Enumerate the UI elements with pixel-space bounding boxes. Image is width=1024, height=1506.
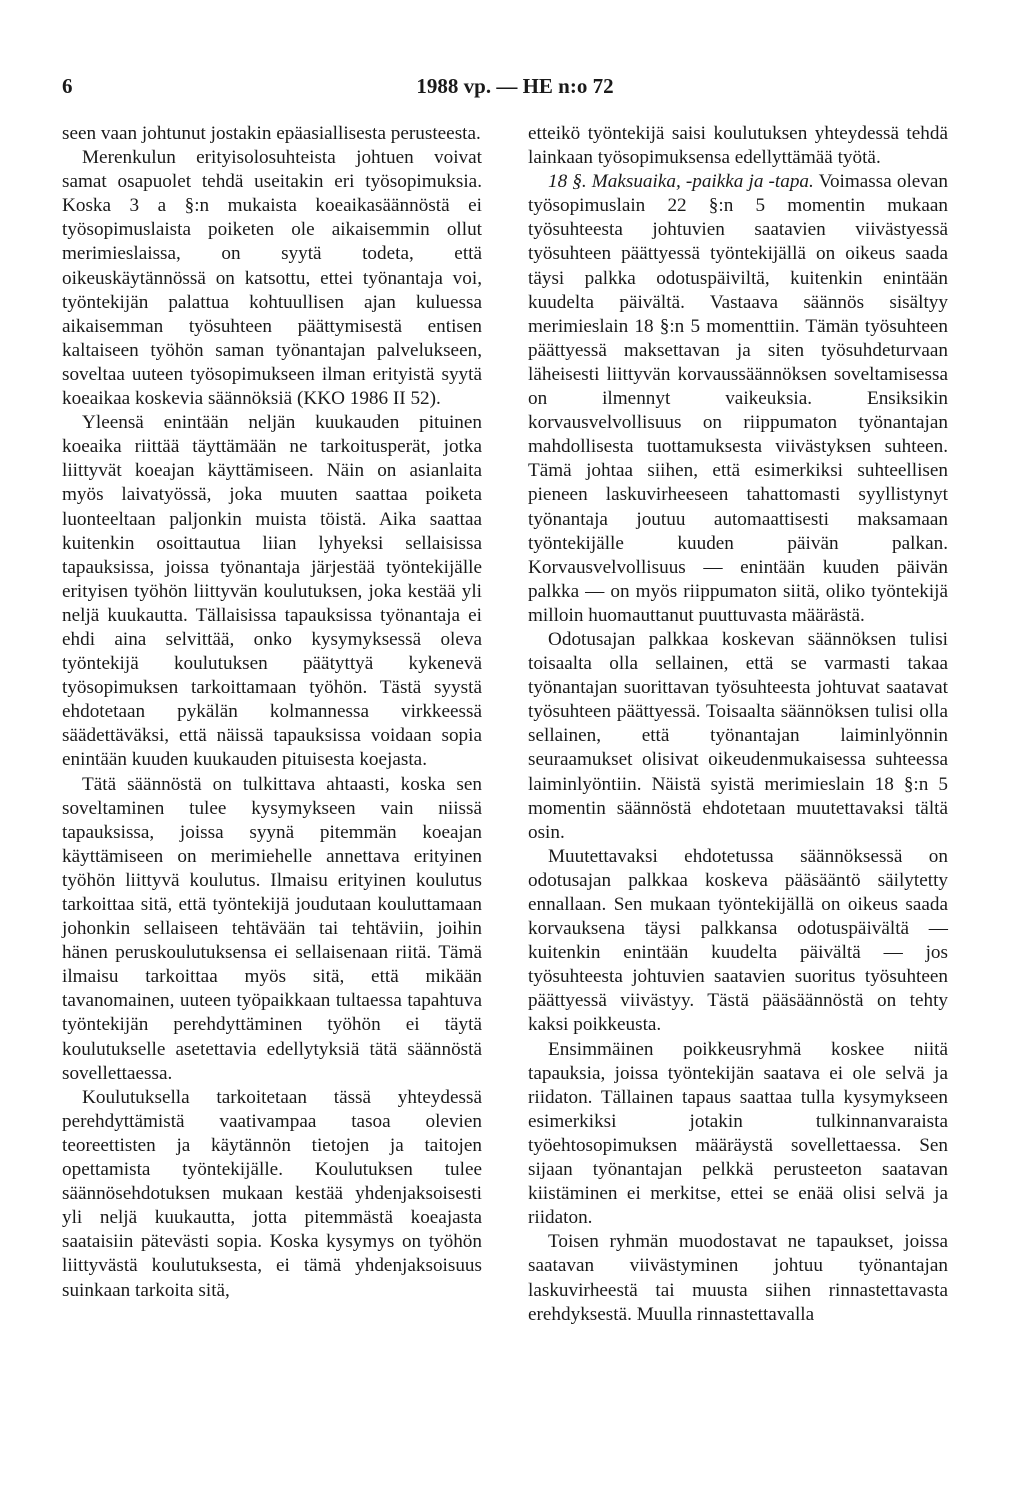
right-column [528, 122, 948, 1327]
paragraph: Muutettavaksi ehdotetussa säännöksessä on odotusajan palkkaa koskeva pääsääntö säilytetty ennallaan. Sen mukaan työntekijällä on oikeus saada korvauksena täysi palkkansa odotuspäivältä — kuitenkin enintään kuudelta päivältä — jos työsuhteesta johtuvien saatavien suoritus työsuhteen päättyessä viivästyy. Tästä pääsäännöstä on tehty kaksi poikkeusta. [528, 845, 948, 1036]
section-heading: 18 §. Maksuaika, -paikka ja -tapa. [548, 171, 814, 193]
paragraph: Koulutuksella tarkoitetaan tässä yhteydessä perehdyttämistä vaativampaa tasoa olevien teoreettisten ja käytännön tietojen ja taitojen opettamista työntekijälle. Koulutuksen tulee säännösehdotuksen mukaan kestää yhdenjaksoisesti yli neljä kuukautta, jotta pitemmästä koeajasta saataisiin pätevästi sopia. Koska kysymys on työhön liittyvästä koulutuksesta, ei tämä yhdenjaksoisuus suinkaan tarkoita sitä, [62, 1086, 482, 1301]
paragraph: Tätä säännöstä on tulkittava ahtaasti, koska sen soveltaminen tulee kysymykseen vain niissä tapauksissa, joissa syynä pitemmän koeajan käyttämiseen on merimiehelle annettava erityinen työhön liittyvä koulutus. Ilmaisu erityinen koulutus tarkoittaa sitä, että työntekijä joudutaan kouluttamaan johonkin sellaiseen tehtävään tai tehtäviin, joihin hänen peruskoulutuksensa ei sellaisenaan riitä. Tämä ilmaisu tarkoittaa myös sitä, että mikään tavanomainen, uuteen työpaikkaan tultaessa tapahtuva työntekijän perehdyttäminen työhön ei täytä koulutukselle asetettavia edellytyksiä tätä säännöstä sovellettaessa. [62, 773, 482, 1084]
paragraph: Yleensä enintään neljän kuukauden pituinen koeaika riittää täyttämään ne tarkoitusperät, jotka liittyvät koeajan käyttämiseen. Näin on asianlaita myös laivatyössä, joka muuten saattaa poiketa luonteeltaan paljonkin muista töistä. Aika saattaa kuitenkin osoittautua liian lyhyeksi sellaisissa tapauksissa, joissa työnantaja järjestää työntekijälle erityisen työhön liittyvän koulutuksen, joka kestää yli neljä kuukautta. Tällaisissa tapauksissa työnantaja ei ehdi aina selvittää, onko kysymyksessä oleva työntekijä koulutuksen päätyttyä kykenevä työsopimuksen tarkoittamaan työhön. Tästä syystä ehdotetaan pykälän kolmannessa virkkeessä säädettäväksi, että näissä tapauksissa voidaan sopia enintään kuuden kuukauden pituisesta koejasta. [62, 412, 482, 771]
paragraph: etteikö työntekijä saisi koulutuksen yhteydessä tehdä lainkaan työsopimuksensa edellyttämää työtä. [528, 123, 948, 169]
paragraph: Merenkulun erityisolosuhteista johtuen voivat samat osapuolet tehdä useitakin eri työsopimuksia. Koska 3 a §:n mukaista koeaikasäännöstä ei työsopimuslaista poiketen ole aikaisemmin ollut merimieslaissa, on syytä todeta, että oikeuskäytännössä on katsottu, ettei työnantaja voi, työntekijän palattua kohtuullisen ajan kuluessa aikaisemman työsuhteen päättymisestä entisen kaltaiseen työhön saman työnantajan palvelukseen, soveltaa uuteen työsopimukseen ilman erityistä syytä koeaikaa koskevia säännöksiä (KKO 1986 II 52). [62, 147, 482, 410]
running-title: 1988 vp. — HE n:o 72 [416, 74, 614, 98]
section-paragraph [528, 170, 948, 628]
paragraph: Toisen ryhmän muodostavat ne tapaukset, joissa saatavan viivästyminen johtuu työnantajan laskuvirheestä tai muusta siihen rinnastettavasta erehdyksestä. Muulla rinnastettavalla [528, 1231, 948, 1325]
paragraph: Odotusajan palkkaa koskevan säännöksen tulisi toisaalta olla sellainen, että se varmasti takaa työnantajan suorittavan työsuhteesta johtuvat saatavat työsuhteen päättyessä. Toisaalta säännöksen tulisi olla sellainen, että työnantajan laiminlyönnin seuraamukset olisivat oikeudenmukaisessa suhteessa laiminlyöntiin. Näistä syistä merimieslain 18 §:n 5 momentin säännöstä ehdotetaan muutettavaksi tältä osin. [528, 628, 948, 843]
page-header [62, 74, 968, 102]
page-number: 6 [62, 74, 73, 98]
paragraph: seen vaan johtunut jostakin epäasiallisesta perusteesta. [62, 123, 481, 144]
section-text: Voimassa olevan työsopimuslain 22 §:n 5 momentin mukaan työsuhteesta johtuvien saatavien viivästyessä työsuhteen päättyessä työntekijällä on oikeus saada täysi palkka odotuspäiviltä, kuitenkin enintään kuudelta päivältä. Vastaava säännös sisältyy merimieslain 18 §:n 5 momenttiin. Tämän työsuhteen päättyessä maksettavan ja siten työsuhdeturvaan läheisesti liittyvän korvaussäännöksen soveltamisessa on ilmennyt vaikeuksia. Ensiksikin korvausvelvollisuus on riippumaton työnantajan mahdollisesta tuottamuksesta viivästyksen suhteen. Tämä johtaa siihen, että esimerkiksi suhteellisen pieneen laskuvirheeseen tahattomasti syyllistynyt työnantaja joutuu automaattisesti maksamaan työntekijälle kuuden päivän palkan. Korvausvelvollisuus — enintään kuuden päivän palkka — on myös riippumaton siitä, oliko työntekijä milloin huomauttanut puuttuvasta määrästä. [528, 171, 949, 626]
paragraph: Ensimmäinen poikkeusryhmä koskee niitä tapauksia, joissa työntekijän saatava ei ole selvä ja riidaton. Tällainen tapaus saattaa tulla kysymykseen esimerkiksi jotakin tulkinnanvaraista työehtosopimuksen määräystä sovellettaessa. Sen sijaan työnantajan pelkkä perusteeton saatavan kiistäminen ei merkitse, ettei se enää olisi selvä ja riidaton. [528, 1038, 948, 1229]
left-column [62, 122, 482, 1303]
